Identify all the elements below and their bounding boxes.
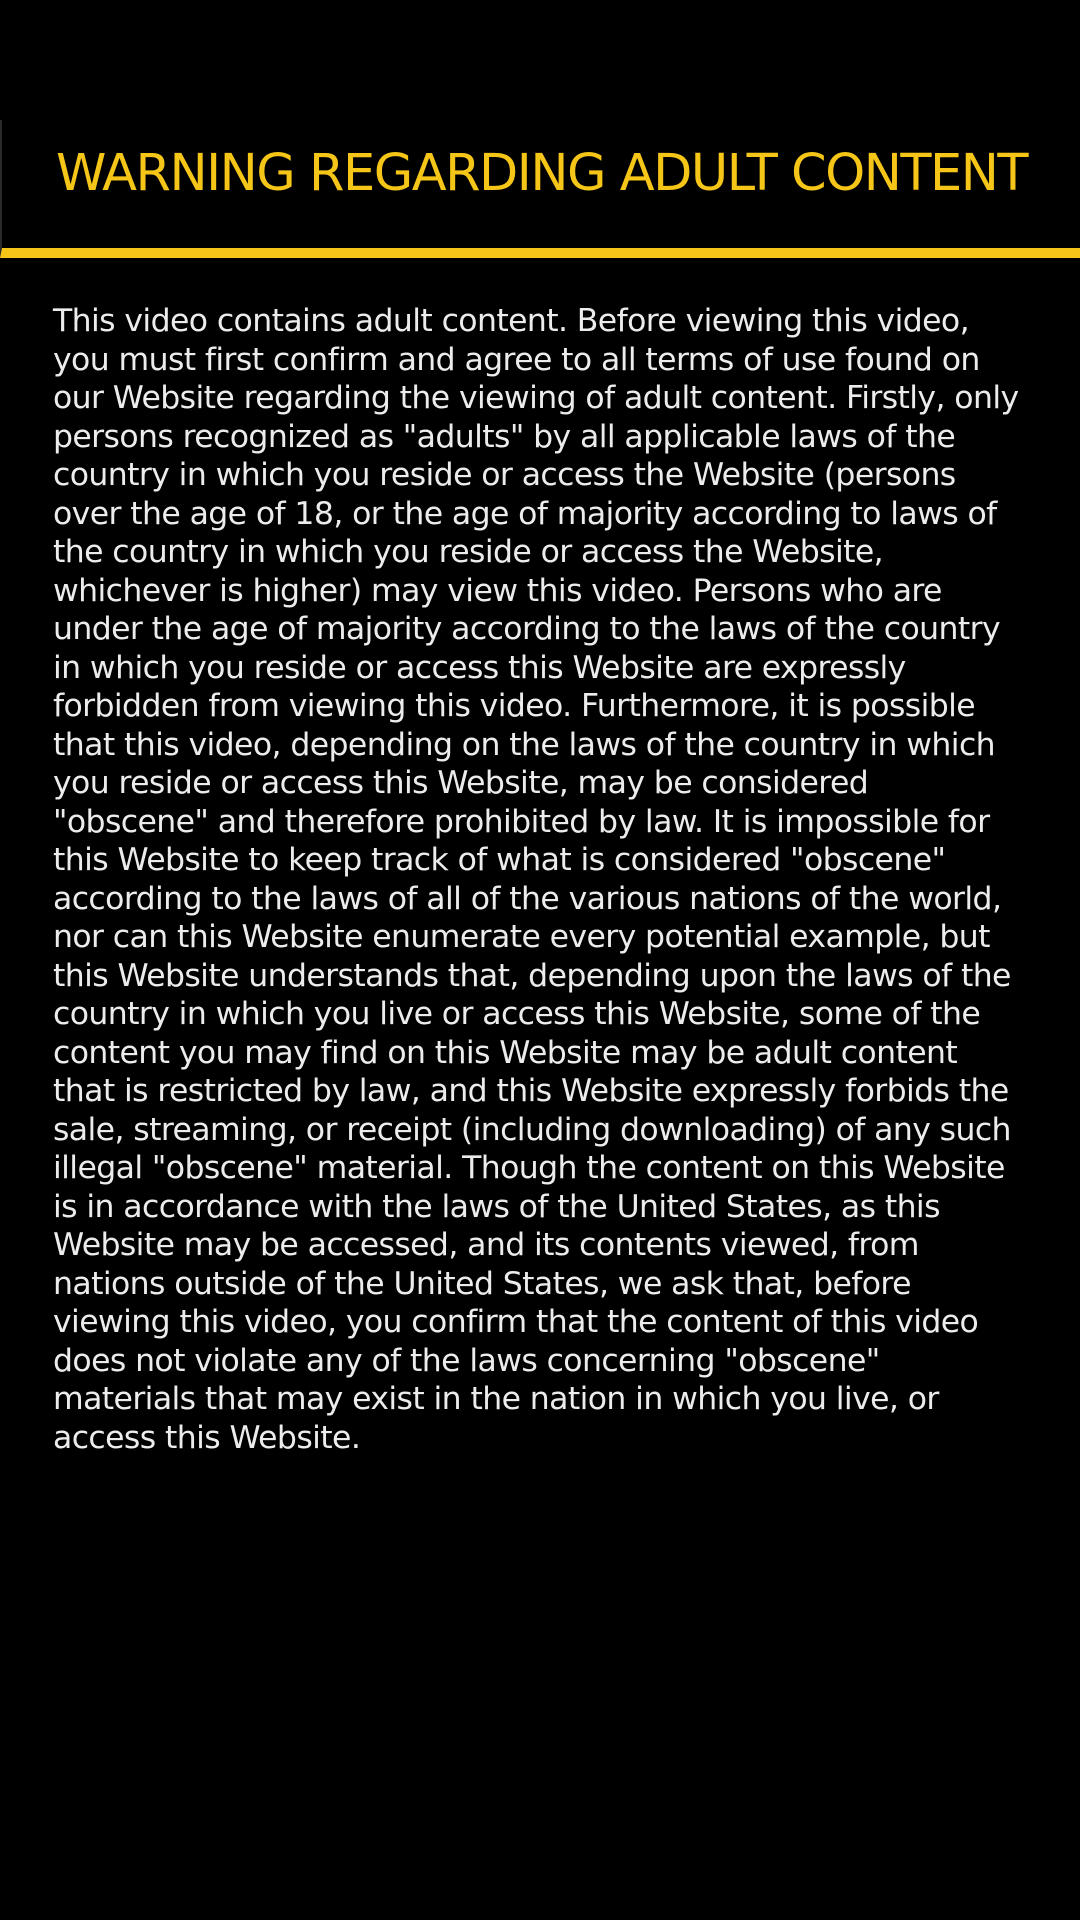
warning-title: WARNING REGARDING ADULT CONTENT (56, 144, 1028, 203)
warning-header (0, 120, 1080, 258)
warning-body-text: This video contains adult content. Before viewing this video, you must first confirm and agree to all terms of use found on our Website regarding the viewing of adult content. Firstly, only persons recognized as "adults" by all applicable laws of the country in which you reside or access the Website (persons over the age of 18, or the age of majority according to laws of the country in which you reside or access the Website, whichever is higher) may view this video. Persons who are under the age of majority according to the laws of the country in which you reside or access this Website are expressly forbidden from viewing this video. Furthermore, it is possible that this video, depending on the laws of the country in which you reside or access this Website, may be considered "obscene" and therefore prohibited by law. It is impossible for this Website to keep track of what is considered "obscene" according to the laws of all of the various nations of the world, nor can this Website enumerate every potential example, but this Website understands that, depending upon the laws of the country in which you live or access this Website, some of the content you may find on this Website may be adult content that is restricted by law, and this Website expressly forbids the sale, streaming, or receipt (including downloading) of any such illegal "obscene" material. Though the content on this Website is in accordance with the laws of the United States, as this Website may be accessed, and its contents viewed, from nations outside of the United States, we ask that, before viewing this video, you confirm that the content of this video does not violate any of the laws concerning "obscene" materials that may exist in the nation in which you live, or access this Website. (53, 303, 1019, 1456)
